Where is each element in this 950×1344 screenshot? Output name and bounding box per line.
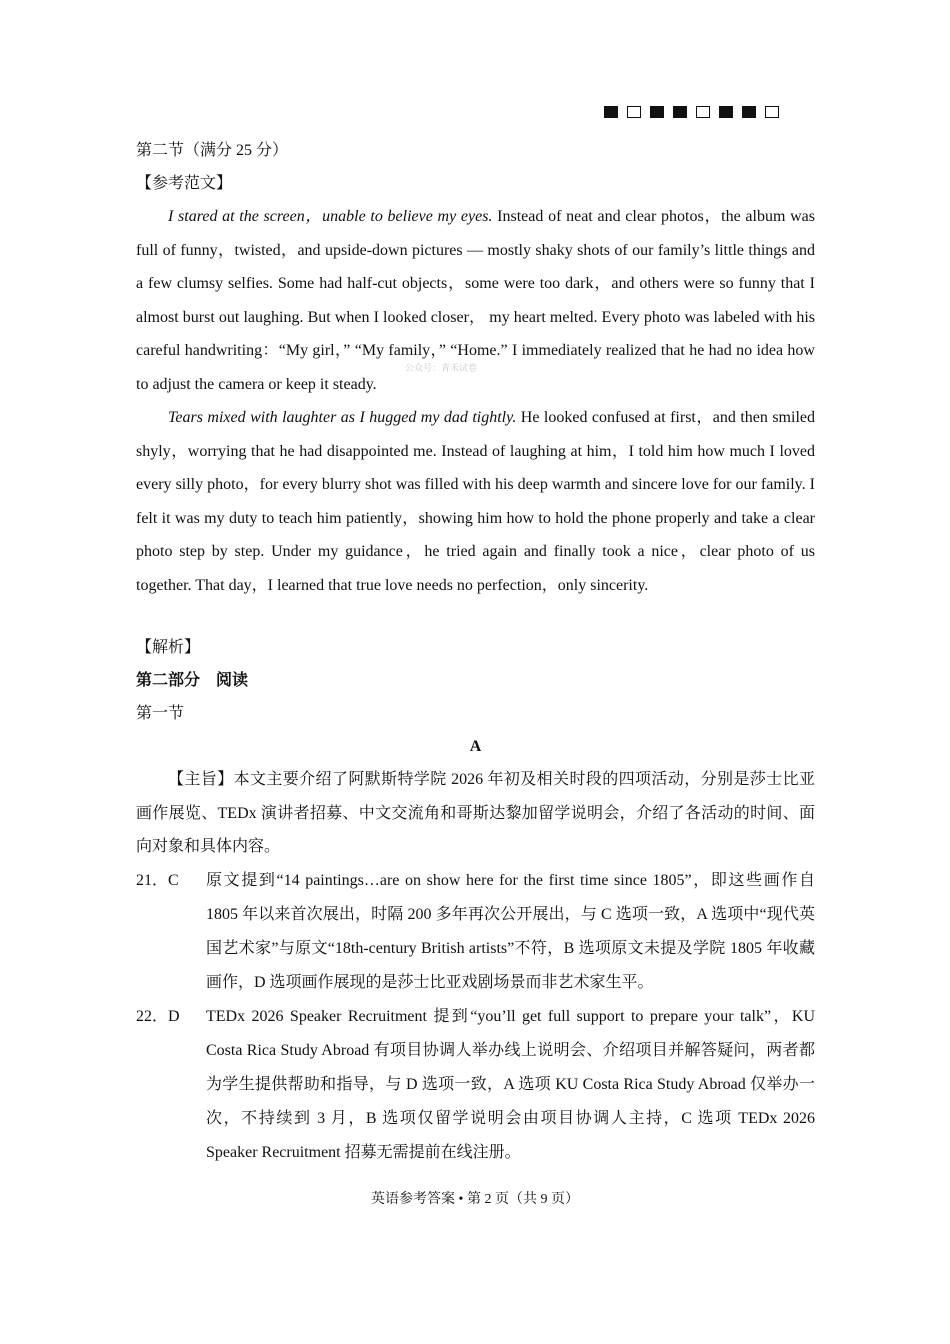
watermark: 公众号：青禾试卷 xyxy=(405,363,478,373)
filled-square-mark xyxy=(719,106,733,118)
empty-square-mark xyxy=(696,106,710,118)
passage-letter: A xyxy=(469,738,482,755)
main-idea: 【主旨】本文主要介绍了阿默斯特学院 2026 年初及相关时段的四项活动，分别是莎士比亚画作展览、TEDx 演讲者招募、中文交流角和哥斯达黎加留学说明会，介绍了各活动的时间、面向对象和具体内容。 xyxy=(136,771,815,855)
marker-squares xyxy=(604,106,779,118)
page-content xyxy=(136,134,815,1170)
filled-square-mark xyxy=(742,106,756,118)
filled-square-mark xyxy=(650,106,664,118)
filled-square-mark xyxy=(673,106,687,118)
sample-essay-heading: 【参考范文】 xyxy=(136,175,233,192)
para1-opening-sentence: I stared at the screen，unable to believe my eyes. xyxy=(168,208,493,225)
para2-body: He looked confused at first，and then smiled shyly，worrying that he had disappointed me. Instead of laughing at him，I told him how much I loved every silly photo，for every blurry shot was filled with his deep warmth and sincere love for our family. I felt it was my duty to teach him patiently，showing him how to hold the phone properly and take a clear photo step by step. Under my guidance，he tried again and finally took a nice，clear photo of us together. That day，I learned that true love needs no perfection，only sincerity. xyxy=(136,409,815,594)
part2-heading: 第二部分 阅读 xyxy=(136,672,249,689)
analysis-heading: 【解析】 xyxy=(136,639,201,656)
empty-square-mark xyxy=(765,106,779,118)
answer-item-22 xyxy=(136,1000,815,1170)
page-footer: 英语参考答案 • 第 2 页（共 9 页） xyxy=(371,1192,579,1207)
answer-number: 21．C xyxy=(136,871,179,889)
answer-explanation: TEDx 2026 Speaker Recruitment 提到“you’ll get full support to prepare your talk”，KU Costa Rica Study Abroad 有项目协调人举办线上说明会、介绍项目并解答疑问，两者都为学生提供帮助和指导，与 D 选项一致，A 选项 KU Costa Rica Study Abroad 仅举办一次，不持续到 3 月，B 选项仅留学说明会由项目协调人主持，C 选项 TEDx 2026 Speaker Recruitment 招募无需提前在线注册。 xyxy=(206,1007,815,1161)
answer-number: 22．D xyxy=(136,1007,180,1025)
filled-square-mark xyxy=(604,106,618,118)
sample-paragraph-2 xyxy=(136,401,815,602)
para2-opening-sentence: Tears mixed with laughter as I hugged my dad tightly. xyxy=(168,409,517,426)
answer-item-21 xyxy=(136,864,815,1000)
para1-body: Instead of neat and clear photos，the album was full of funny，twisted，and upside-down pictures — mostly shaky shots of our family’s little things and a few clumsy selfies. Some had half-cut objects，some were too dark，and others were so funny that I almost burst out laughing. But when I looked closer， my heart melted. Every photo was labeled with his careful handwriting：“My girl，” “My family，” “Home.” I immediately realized that he had no idea how to adjust the camera or keep it steady. xyxy=(136,208,815,393)
answer-explanation: 原文提到“14 paintings…are on show here for the first time since 1805”，即这些画作自 1805 年以来首次展出，时隔 200 多年再次公开展出，与 C 选项一致，A 选项中“现代英国艺术家”与原文“18th-century British artists”不符，B 选项原文未提及学院 1805 年收藏画作，D 选项画作展现的是莎士比亚戏剧场景而非艺术家生平。 xyxy=(206,871,815,991)
empty-square-mark xyxy=(627,106,641,118)
section2-heading: 第二节（满分 25 分） xyxy=(136,142,289,159)
section1-heading: 第一节 xyxy=(136,705,185,722)
